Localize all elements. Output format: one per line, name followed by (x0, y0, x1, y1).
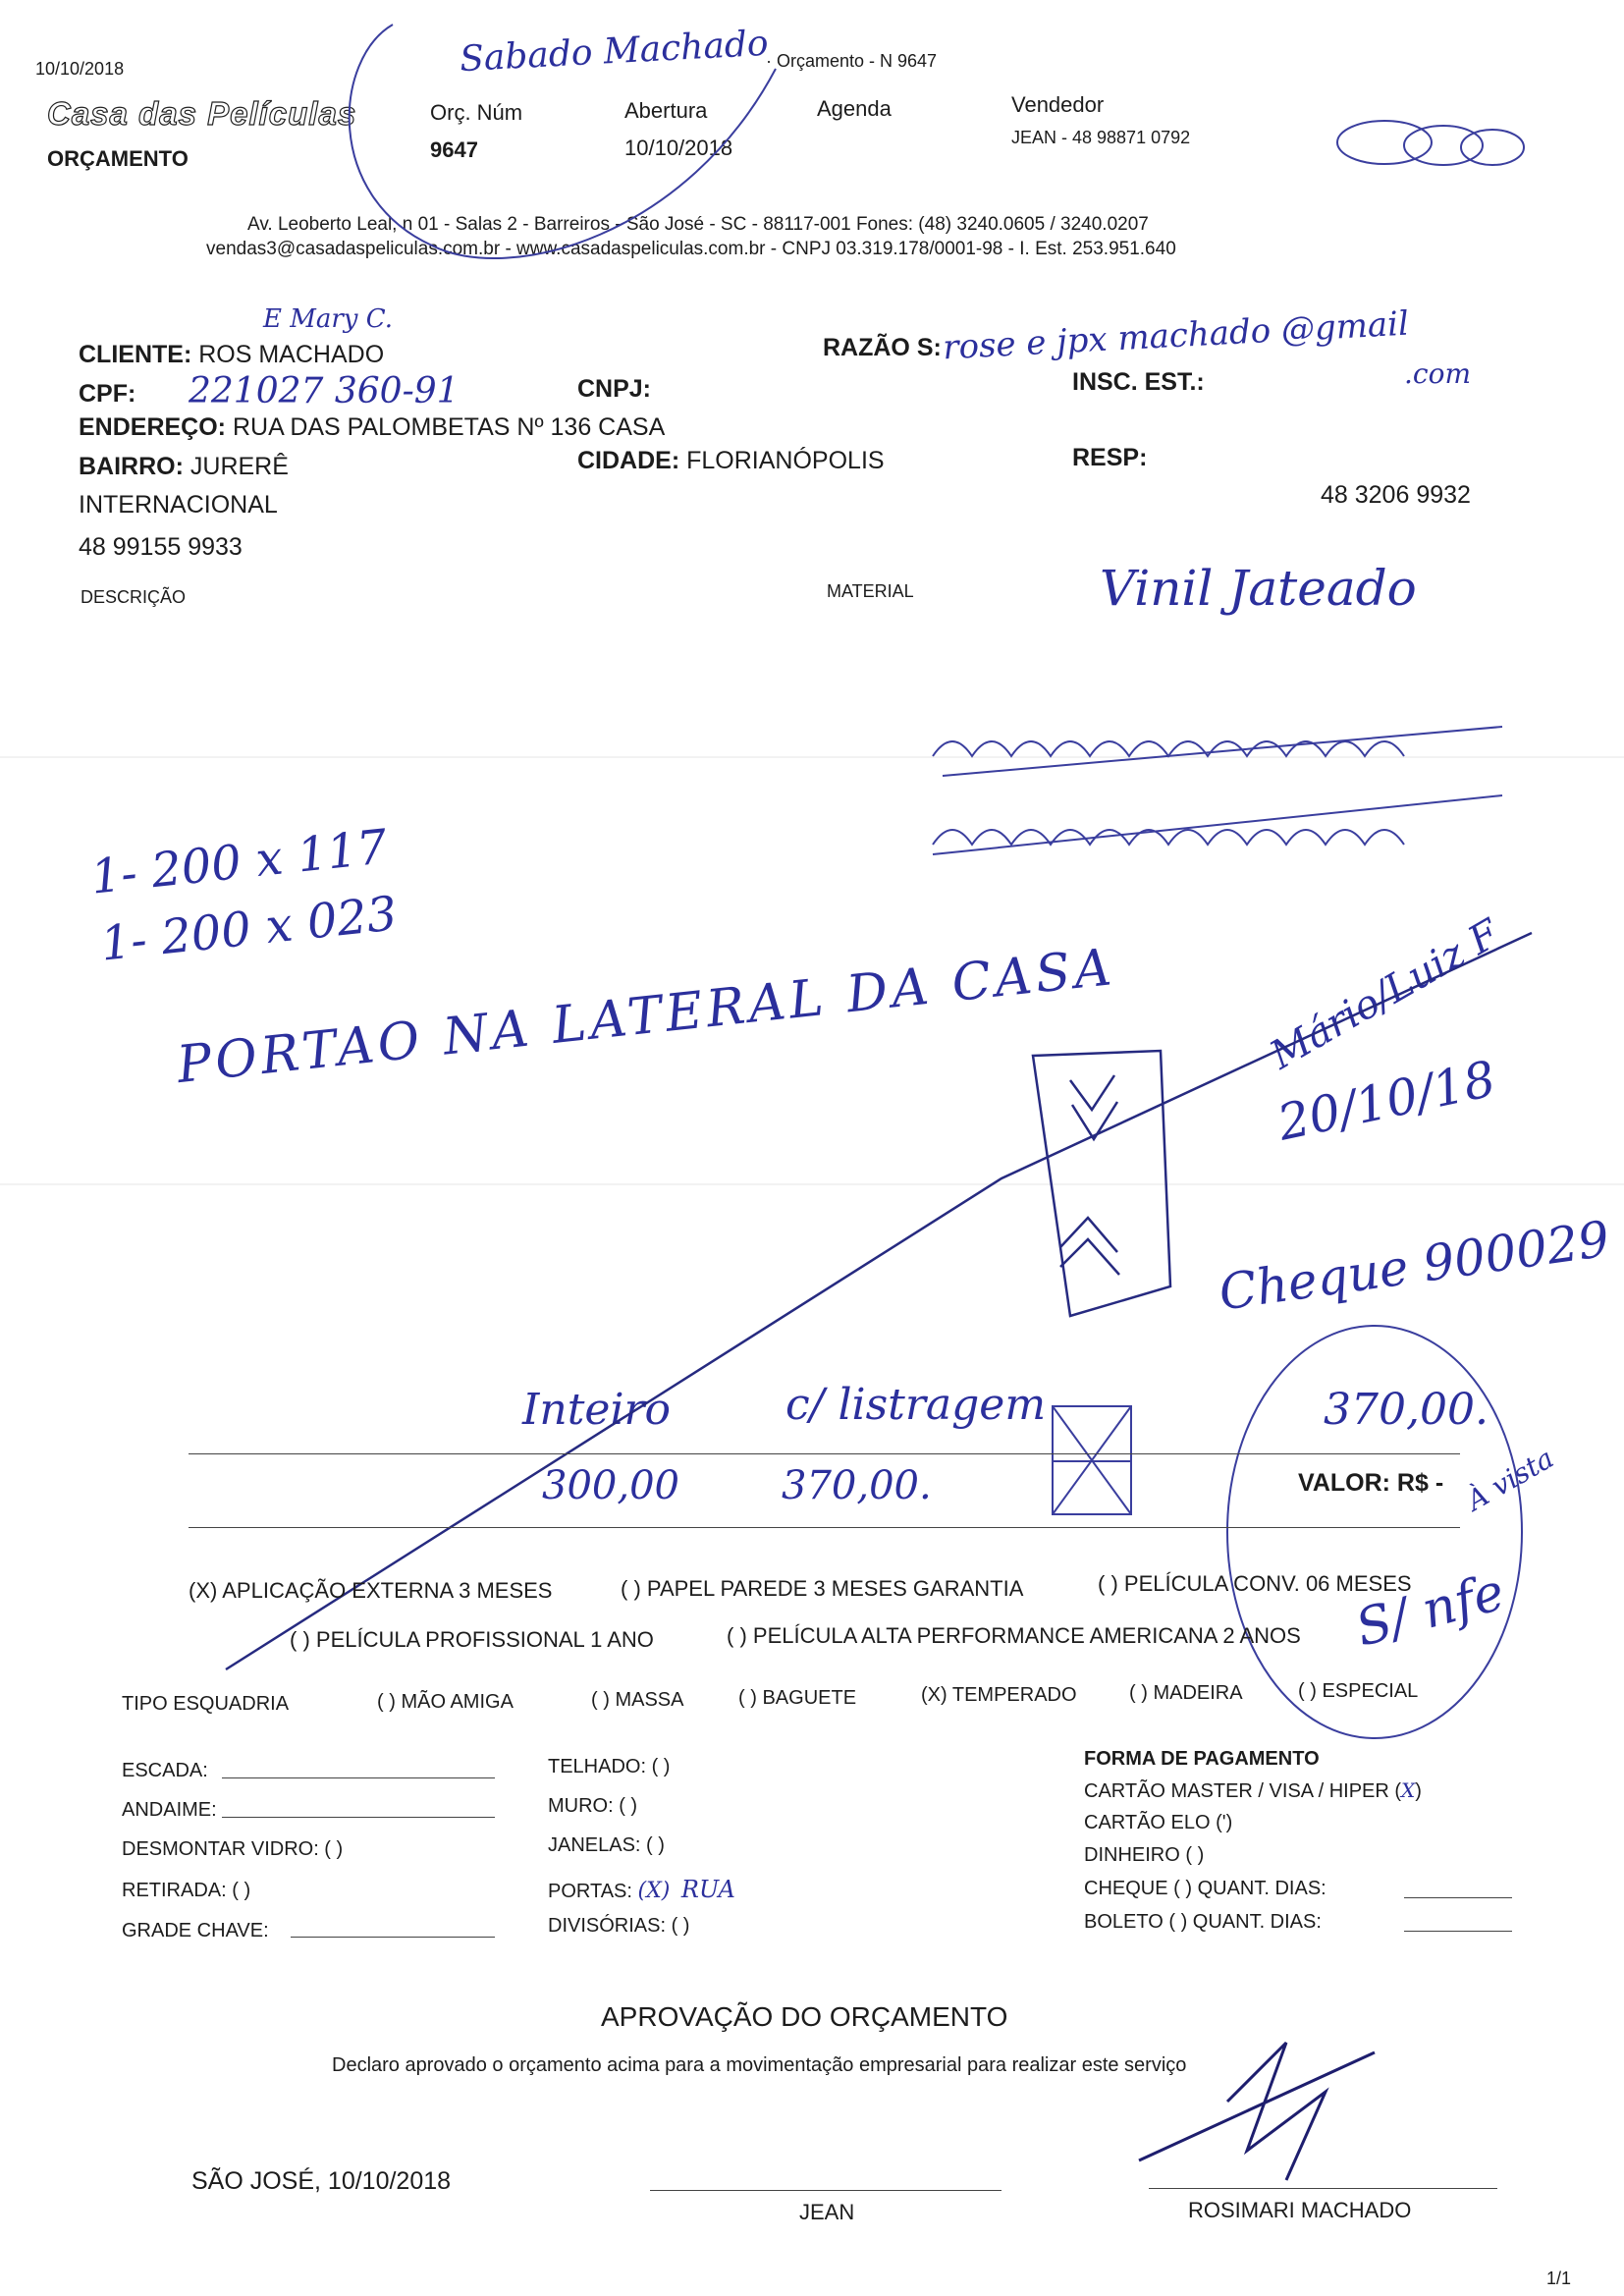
extra-retirada[interactable]: RETIRADA: ( ) (122, 1880, 251, 1901)
abertura-label: Abertura (624, 98, 708, 123)
seller-name: JEAN (799, 2200, 855, 2224)
material-label: MATERIAL (827, 581, 914, 601)
payment-option-card[interactable]: CARTÃO MASTER / VISA / HIPER (X) (1084, 1778, 1422, 1802)
address-line-2: vendas3@casadaspeliculas.com.br - www.casadaspeliculas.com.br - CNPJ 03.319.178/0001-98 - I. Est. 253.951.640 (206, 239, 1176, 259)
quote-reference: · Orçamento - N 9647 (766, 51, 938, 71)
handwritten-razao-2: .com (1404, 357, 1471, 390)
bairro-value-line-2: INTERNACIONAL (79, 491, 278, 519)
cheque-dias-line (1404, 1897, 1512, 1898)
extra-muro[interactable]: MURO: ( ) (548, 1795, 638, 1817)
cliente-value: ROS MACHADO (198, 341, 385, 368)
crossed-box (1053, 1406, 1131, 1514)
esquadria-mark (1305, 1680, 1311, 1702)
orc-num-label: Orç. Núm (430, 100, 523, 125)
payment-option-elo[interactable]: CARTÃO ELO (') (1084, 1812, 1233, 1833)
payment-option-boleto[interactable]: BOLETO ( ) QUANT. DIAS: (1084, 1911, 1322, 1933)
extra-grade-chave: GRADE CHAVE: (122, 1920, 269, 1941)
company-logo: Casa das Películas (47, 95, 357, 132)
warranty-checkbox-mark (1105, 1571, 1110, 1596)
warranty-checkbox-mark (297, 1627, 302, 1652)
value-line-1 (189, 1453, 1460, 1454)
insc-est-label: INSC. EST.: (1072, 368, 1205, 396)
approval-text: Declaro aprovado o orçamento acima para a movimentação empresarial para realizar este serviço (332, 2054, 1187, 2076)
cliente-label: CLIENTE: (79, 341, 192, 368)
grade-chave-line (291, 1937, 495, 1938)
payment-mark (1192, 1844, 1198, 1866)
handwritten-razao: rose e jpx machado @gmail (942, 303, 1410, 368)
cidade-label: CIDADE: (577, 447, 680, 474)
payment-option-label: CARTÃO MASTER / VISA / HIPER (1084, 1780, 1389, 1802)
place-date: SÃO JOSÉ, 10/10/2018 (191, 2167, 452, 2195)
payment-mark (1180, 1878, 1186, 1899)
escada-line (222, 1777, 495, 1778)
warranty-checkbox-mark (627, 1576, 633, 1601)
resp-label: RESP: (1072, 444, 1148, 471)
warranty-checkbox-mark: X (195, 1578, 211, 1603)
handwritten-item-2-label: c/ listragem (785, 1380, 1047, 1430)
payment-option-label: CHEQUE (1084, 1878, 1168, 1899)
extra-escada: ESCADA: (122, 1760, 208, 1781)
warranty-label: PAPEL PAREDE 3 MESES GARANTIA (646, 1576, 1024, 1601)
client-phone: 48 99155 9933 (79, 533, 243, 561)
handwritten-location: PORTAO NA LATERAL DA CASA (174, 937, 1118, 1096)
handwritten-total: 370,00. (1324, 1385, 1489, 1435)
esquadria-option-label: BAGUETE (762, 1687, 857, 1709)
document-title: ORÇAMENTO (47, 146, 189, 171)
client-signature-line (1149, 2188, 1497, 2189)
handwritten-item-1-label: Inteiro (522, 1385, 672, 1435)
gate-sketch (1033, 1051, 1170, 1316)
esquadria-label: TIPO ESQUADRIA (122, 1693, 290, 1715)
cnpj-label: CNPJ: (577, 375, 652, 403)
agenda-label: Agenda (817, 96, 892, 121)
esquadria-option-temperado[interactable]: (X) TEMPERADO (921, 1684, 1077, 1706)
esquadria-option-label: TEMPERADO (951, 1684, 1077, 1706)
page-number: 1/1 (1546, 2269, 1572, 2288)
extra-portas[interactable]: PORTAS: (X) RUA (548, 1876, 735, 1903)
handwritten-sem-nfe: S/ nfe (1349, 1562, 1511, 1659)
esquadria-option-label: MADEIRA (1153, 1682, 1243, 1704)
esquadria-mark: X (927, 1684, 942, 1706)
payment-option-cheque[interactable]: CHEQUE ( ) QUANT. DIAS: (1084, 1878, 1326, 1899)
andaime-line (222, 1817, 495, 1818)
endereco-label: ENDEREÇO: (79, 413, 227, 441)
diagonal-cancel-line (226, 933, 1532, 1669)
payment-option-label: BOLETO (1084, 1911, 1164, 1933)
payment-mark: ' (1221, 1812, 1226, 1833)
warranty-option-alta-performance[interactable]: ( ) PELÍCULA ALTA PERFORMANCE AMERICANA 2 ANOS (727, 1623, 1301, 1648)
valor-label: VALOR: R$ - (1298, 1469, 1444, 1497)
esquadria-option-label: ESPECIAL (1322, 1680, 1419, 1702)
handwritten-installers: Mário/Luiz F (1262, 910, 1507, 1079)
esquadria-mark (598, 1689, 604, 1711)
warranty-option-conv[interactable]: ( ) PELÍCULA CONV. 06 MESES (1098, 1571, 1412, 1596)
payment-mark: X (1401, 1778, 1416, 1802)
print-date: 10/10/2018 (35, 59, 125, 79)
seller-signature-line (650, 2190, 1001, 2191)
payment-option-dinheiro[interactable]: DINHEIRO ( ) (1084, 1844, 1205, 1866)
quant-dias-label: QUANT. DIAS: (1197, 1878, 1326, 1899)
abertura-value: 10/10/2018 (624, 136, 733, 160)
payment-title: FORMA DE PAGAMENTO (1084, 1748, 1320, 1770)
razao-label: RAZÃO S: (823, 334, 942, 361)
warranty-option-papel-parede[interactable]: ( ) PAPEL PAREDE 3 MESES GARANTIA (621, 1576, 1024, 1601)
handwritten-measure-1: 1- 200 x 117 (87, 819, 390, 905)
extra-telhado[interactable]: TELHADO: ( ) (548, 1756, 671, 1777)
portas-label: PORTAS: (548, 1881, 632, 1902)
extra-divisorias[interactable]: DIVISÓRIAS: ( ) (548, 1915, 690, 1937)
bairro-value: JURERÊ (189, 453, 289, 480)
esquadria-option-baguete[interactable]: ( ) BAGUETE (738, 1687, 857, 1709)
extra-desmontar-vidro[interactable]: DESMONTAR VIDRO: ( ) (122, 1838, 344, 1860)
cidade-value: FLORIANÓPOLIS (686, 447, 885, 474)
handwritten-avista: À vista (1461, 1442, 1560, 1517)
warranty-label: PELÍCULA ALTA PERFORMANCE AMERICANA 2 ANOS (752, 1623, 1301, 1648)
handwritten-cheque: Cheque 900029 (1215, 1210, 1613, 1322)
boleto-dias-line (1404, 1931, 1512, 1932)
esquadria-option-label: MÃO AMIGA (401, 1691, 514, 1713)
payment-option-label: DINHEIRO (1084, 1844, 1180, 1866)
endereco-value: RUA DAS PALOMBETAS Nº 136 CASA (232, 413, 666, 441)
resp-phone: 48 3206 9932 (1321, 481, 1471, 509)
bairro-label: BAIRRO: (79, 453, 184, 480)
handwritten-measure-2: 1- 200 x 023 (97, 886, 400, 972)
warranty-label: APLICAÇÃO EXTERNA 3 MESES (222, 1578, 553, 1603)
client-name: ROSIMARI MACHADO (1188, 2198, 1412, 2222)
esquadria-mark (384, 1691, 390, 1713)
handwritten-material: Vinil Jateado (1100, 560, 1417, 617)
cpf-label: CPF: (79, 380, 136, 408)
orc-num-value: 9647 (430, 137, 478, 162)
handwritten-top-note: Sabado Machado (459, 23, 770, 81)
scribbled-out-text (933, 727, 1502, 854)
extra-andaime: ANDAIME: (122, 1799, 217, 1821)
handwritten-portas-note: RUA (680, 1876, 735, 1903)
warranty-option-externa[interactable]: (X) APLICAÇÃO EXTERNA 3 MESES (189, 1578, 553, 1603)
quant-dias-label: QUANT. DIAS: (1192, 1911, 1322, 1933)
esquadria-option-especial[interactable]: ( ) ESPECIAL (1298, 1680, 1419, 1702)
scribble-stamp (1337, 121, 1524, 165)
esquadria-mark (1136, 1682, 1142, 1704)
handwritten-item-2-price: 370,00. (782, 1463, 932, 1508)
warranty-label: PELÍCULA PROFISSIONAL 1 ANO (315, 1627, 654, 1652)
descricao-label: DESCRIÇÃO (81, 587, 187, 607)
handwritten-cpf: 221027 360-91 (189, 371, 460, 411)
handwritten-item-1-price: 300,00 (542, 1463, 679, 1508)
value-line-2 (189, 1527, 1460, 1528)
payment-mark (1175, 1911, 1181, 1933)
esquadria-option-mao-amiga[interactable]: ( ) MÃO AMIGA (377, 1691, 514, 1713)
handwritten-install-date: 20/10/18 (1272, 1050, 1501, 1152)
extra-janelas[interactable]: JANELAS: ( ) (548, 1834, 665, 1856)
esquadria-mark (745, 1687, 751, 1709)
esquadria-option-madeira[interactable]: ( ) MADEIRA (1129, 1682, 1243, 1704)
vendedor-label: Vendedor (1011, 92, 1105, 117)
address-line-1: Av. Leoberto Leal, n 01 - Salas 2 - Barreiros - São José - SC - 88117-001 Fones: (48) 3240.0605 / 3240.0207 (247, 214, 1149, 235)
approval-title: APROVAÇÃO DO ORÇAMENTO (601, 2001, 1008, 2032)
handwritten-client-extra: E Mary C. (263, 304, 393, 334)
payment-option-label: CARTÃO ELO (1084, 1812, 1211, 1833)
handwritten-circle (1227, 1326, 1522, 1738)
esquadria-option-massa[interactable]: ( ) MASSA (591, 1689, 684, 1711)
vendedor-value: JEAN - 48 98871 0792 (1011, 128, 1191, 147)
warranty-label: PELÍCULA CONV. 06 MESES (1123, 1571, 1412, 1596)
esquadria-option-label: MASSA (615, 1689, 684, 1711)
warranty-checkbox-mark (733, 1623, 739, 1648)
warranty-option-profissional[interactable]: ( ) PELÍCULA PROFISSIONAL 1 ANO (290, 1627, 654, 1652)
